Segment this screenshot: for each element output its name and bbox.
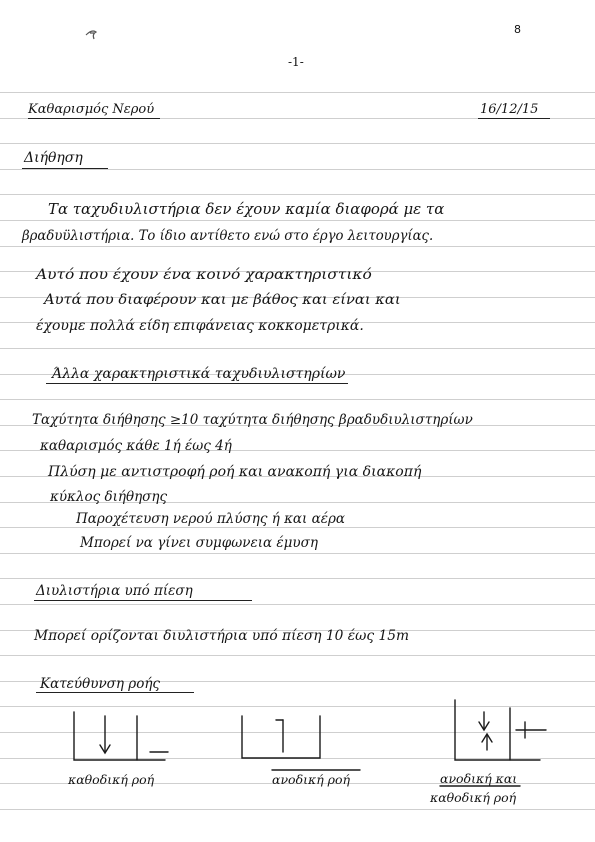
paragraph-line: βραδυϋλιστήρια. Το ίδιο αντίθετο ενώ στο έργο λειτουργίας. (22, 228, 434, 244)
paragraph-line: έχουμε πολλά είδη επιφάνειας κοκκομετρικά. (36, 318, 364, 334)
paragraph-line: Αυτά που διαφέρουν και με βάθος και είναι και (44, 292, 401, 308)
diagram-label-both-line1: ανοδική και (440, 771, 518, 786)
list-item: καθαρισμός κάθε 1ή έως 4ή (40, 438, 232, 454)
page-title: Καθαρισμός Νερού (28, 102, 155, 117)
section-heading-characteristics: Άλλα χαρακτηριστικά ταχυδιυλιστηρίων (52, 366, 346, 382)
page-number: 8 (514, 23, 521, 36)
list-item: Παροχέτευση νερού πλύσης ή και αέρα (76, 511, 346, 527)
section-heading-pressure: Διυλιστήρια υπό πίεση (36, 583, 193, 599)
paragraph-line: Αυτό που έχουν ένα κοινό χαρακτηριστικό (36, 267, 372, 283)
header-mark: -1- (288, 55, 304, 69)
paragraph-line: Τα ταχυδιυλιστήρια δεν έχουν καμία διαφορά με τα (48, 202, 445, 218)
pressure-line: Μπορεί ορίζονται διυλιστήρια υπό πίεση 10 έως 15m (34, 628, 410, 644)
list-item: Πλύση με αντιστροφή ροή και ανακοπή για διακοπή (48, 464, 422, 480)
list-item: Ταχύτητα διήθησης ≥10 ταχύτητα διήθησης βραδυδιυλιστηρίων (32, 412, 473, 428)
section-heading-flow: Κατεύθυνση ροής (40, 676, 160, 692)
diagram-label-downflow: καθοδική ροή (68, 772, 155, 787)
list-item: Μπορεί να γίνει συμφωνεια έμυση (80, 535, 318, 551)
section-heading-filtration: Διήθηση (24, 150, 83, 166)
diagram-label-both-line2: καθοδική ροή (430, 790, 517, 805)
list-item: κύκλος διήθησης (50, 489, 168, 505)
diagram-label-upflow: ανοδική ροή (272, 772, 351, 787)
page-date: 16/12/15 (480, 102, 539, 117)
